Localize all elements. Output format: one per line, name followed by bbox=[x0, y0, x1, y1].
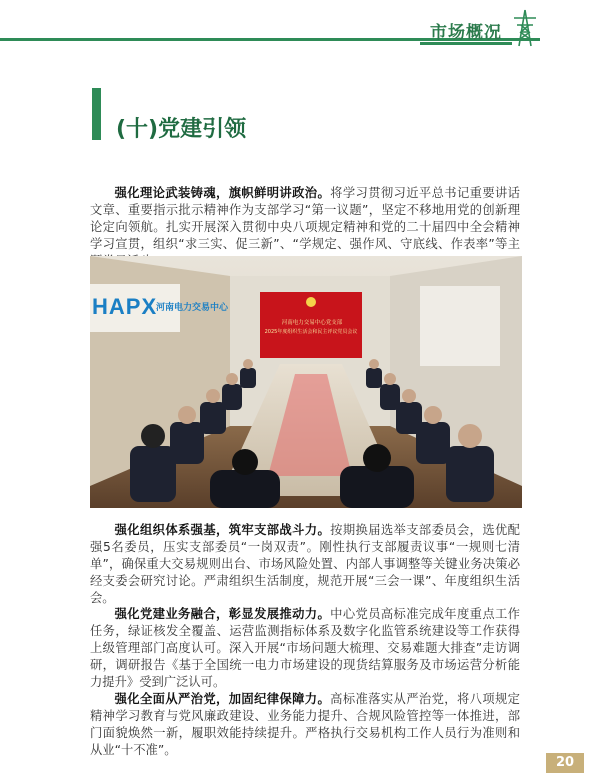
paragraph-body: 按期换届选举支部委员会，选优配强5名委员，压实支部委员“一岗双责”。刚性执行支部履责议事“一规则七清单”，确保重大交易规则出台、市场风险处置、内部人事调整等关键业务决策必经支委会研究讨论。严肃组织生活制度，规范开展“三会一课”、年度组织生活会。 bbox=[90, 523, 520, 605]
banner-line-1: 河南电力交易中心党支部 bbox=[281, 320, 343, 326]
section-heading: (十)党建引领 bbox=[116, 117, 247, 142]
paragraph-integration bbox=[90, 606, 520, 691]
paragraph-lead: 强化理论武装铸魂，旗帜鲜明讲政治。 bbox=[114, 186, 331, 200]
paragraph-lead: 强化组织体系强基，筑牢支部战斗力。 bbox=[114, 523, 331, 537]
wall-logo-text: HAPX bbox=[92, 294, 158, 319]
meeting-photo bbox=[90, 256, 522, 508]
power-tower-icon bbox=[510, 8, 540, 48]
paragraph-body: 中心党员高标准完成年度重点工作任务，绿证核发全覆盖、运营监测指标体系及数字化监管系统建设等工作获得上级管理部门高度认可。深入开展“市场问题大梳理、交易难题大排查”走访调研，调研报告《基于全国统一电力市场建设的现货结算服务及市场运营分析能力提升》受到广泛认可。 bbox=[90, 607, 520, 689]
header-section-title: 市场概况 bbox=[430, 23, 502, 43]
paragraph-body: 将学习贯彻习近平总书记重要讲话文章、重要指示批示精神作为支部学习“第一议题”，坚定不移地用党的创新理论定向领航。扎实开展深入贯彻中央八项规定精神和党的二十届四中全会精神学习宣贯，组织“求三实、促三新”、“学规定、强作风、守底线、作表率”等主 bbox=[90, 186, 520, 251]
paragraph-lead: 强化全面从严治党，加固纪律保障力。 bbox=[114, 692, 331, 706]
wall-logo-cn: 河南电力交易中心 bbox=[156, 303, 229, 313]
section-marker-bar bbox=[92, 88, 101, 140]
paragraph-discipline bbox=[90, 691, 520, 759]
paragraph-lead: 强化党建业务融合，彰显发展推动力。 bbox=[114, 607, 331, 621]
paragraph-organization bbox=[90, 522, 520, 607]
paragraph-body: 高标准落实从严治党，将八项规定精神学习教育与党风廉政建设、业务能力提升、合规风险管控等一体推进，部门面貌焕然一新，履职效能持续提升。严格执行交易机构工作人员行为准则和从业“十不准”。 bbox=[90, 692, 520, 757]
page-number: 20 bbox=[546, 753, 584, 773]
wall-logo bbox=[92, 294, 157, 320]
banner-line-2: 2025年度组织生活会和民主评议党员会议 bbox=[264, 329, 358, 335]
